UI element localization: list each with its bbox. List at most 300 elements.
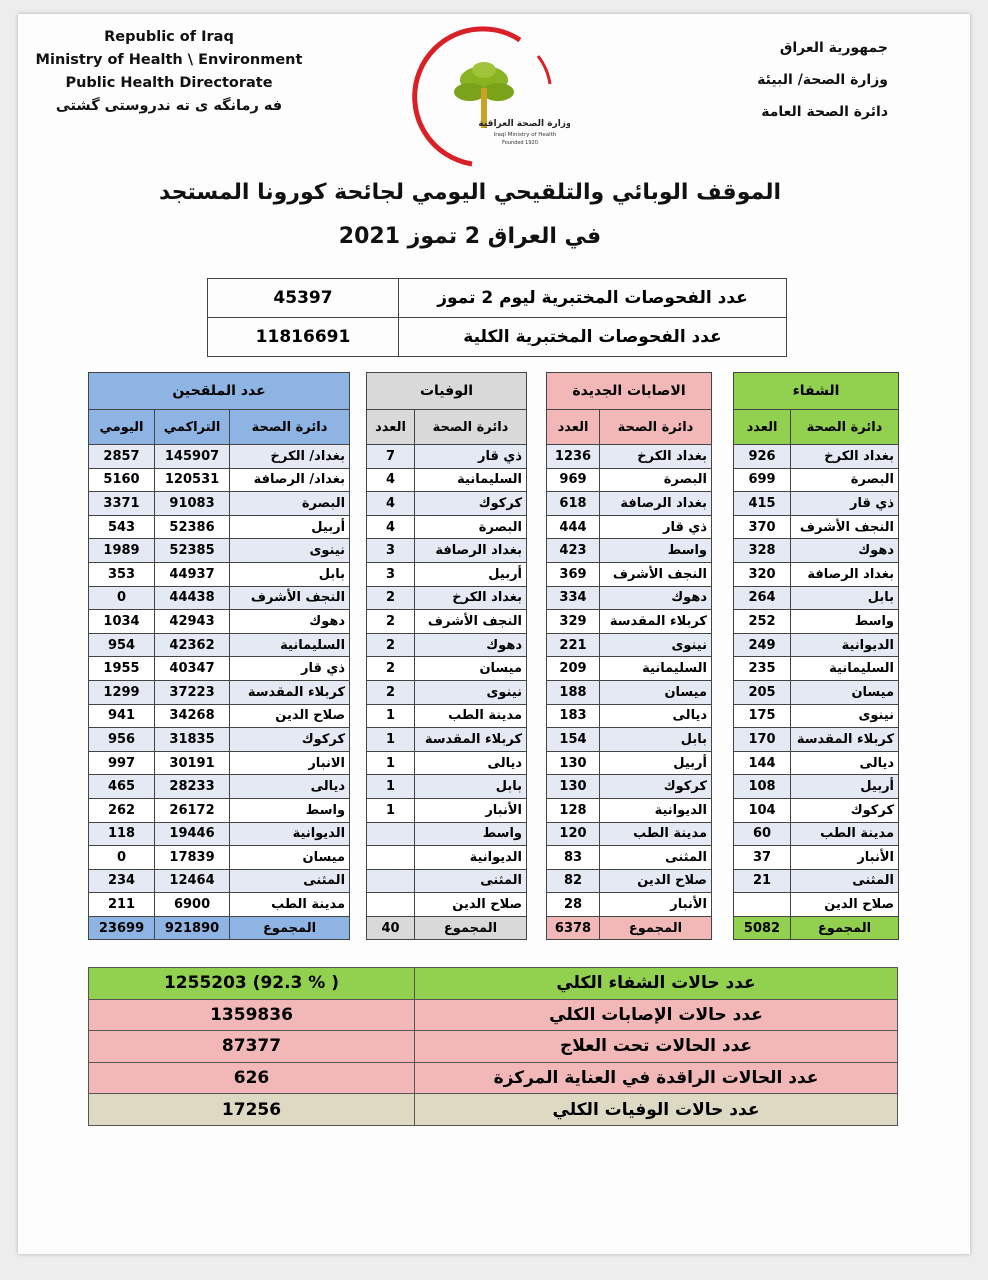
recovery-title: الشفاء <box>734 373 899 410</box>
district-name: ذي قار <box>600 515 712 539</box>
district-name: مدينة الطب <box>230 893 350 917</box>
count-value: 2 <box>367 657 415 681</box>
district-name: ديالى <box>791 751 899 775</box>
district-name: مدينة الطب <box>415 704 527 728</box>
count-value: 234 <box>89 869 155 893</box>
count-value: 264 <box>734 586 791 610</box>
district-name: النجف الأشرف <box>600 562 712 586</box>
table-row <box>734 728 899 752</box>
deaths-col-count: العدد <box>367 410 415 445</box>
district-name: النجف الأشرف <box>791 515 899 539</box>
summary-row <box>89 1094 898 1126</box>
district-name: بغداد الرصافة <box>415 539 527 563</box>
district-name: واسط <box>600 539 712 563</box>
summary-value: 626 <box>89 1062 415 1094</box>
vaccinated-table <box>88 372 350 940</box>
vaccinated-title: عدد الملقحين <box>89 373 350 410</box>
count-value: 19446 <box>155 822 230 846</box>
district-name: بابل <box>415 775 527 799</box>
district-name: كربلاء المقدسة <box>791 728 899 752</box>
summary-label: عدد الحالات تحت العلاج <box>415 1031 898 1063</box>
table-row <box>367 751 527 775</box>
count-value: 5160 <box>89 468 155 492</box>
count-value: 969 <box>547 468 600 492</box>
count-value: 334 <box>547 586 600 610</box>
district-name: مدينة الطب <box>600 822 712 846</box>
table-row <box>89 751 350 775</box>
count-value: 1034 <box>89 610 155 634</box>
district-name: واسط <box>230 798 350 822</box>
district-name: ذي قار <box>791 492 899 516</box>
table-row <box>89 610 350 634</box>
table-row <box>734 798 899 822</box>
count-value: 130 <box>547 775 600 799</box>
district-name: السليمانية <box>600 657 712 681</box>
count-value: 956 <box>89 728 155 752</box>
table-row <box>89 775 350 799</box>
logo-text-en: Iraqi Ministry of Health <box>493 132 557 138</box>
summary-row <box>89 1031 898 1063</box>
district-name: الأنبار <box>415 798 527 822</box>
count-value: 221 <box>547 633 600 657</box>
header-ar-line-2: وزارة الصحة/ البيئة <box>757 72 888 88</box>
table-row <box>734 751 899 775</box>
vaccinated-col-cumulative: التراكمي <box>155 410 230 445</box>
district-name: بابل <box>600 728 712 752</box>
count-value: 1299 <box>89 680 155 704</box>
table-row <box>89 445 350 469</box>
recovery-col-name: دائرة الصحة <box>791 410 899 445</box>
count-value: 120531 <box>155 468 230 492</box>
table-row <box>734 893 899 917</box>
logo-text-ar: وزارة الصحة العراقية <box>478 119 570 129</box>
deaths-total-value: 40 <box>367 916 415 940</box>
district-name: نينوى <box>230 539 350 563</box>
count-value: 353 <box>89 562 155 586</box>
table-row <box>547 562 712 586</box>
district-name: البصرة <box>791 468 899 492</box>
table-row <box>367 680 527 704</box>
header-en-line-2: Ministry of Health \ Environment <box>35 52 303 68</box>
count-value: 37223 <box>155 680 230 704</box>
count-value: 28233 <box>155 775 230 799</box>
count-value: 997 <box>89 751 155 775</box>
table-row <box>734 846 899 870</box>
count-value: 1989 <box>89 539 155 563</box>
district-name: دهوك <box>791 539 899 563</box>
daily-tests-value: 45397 <box>208 279 399 318</box>
count-value: 42943 <box>155 610 230 634</box>
district-name: أربيل <box>600 751 712 775</box>
count-value: 170 <box>734 728 791 752</box>
count-value: 183 <box>547 704 600 728</box>
summary-row <box>89 1062 898 1094</box>
count-value <box>367 846 415 870</box>
count-value: 1 <box>367 798 415 822</box>
summary-value: 1359836 <box>89 999 415 1031</box>
district-name: واسط <box>415 822 527 846</box>
district-name: البصرة <box>415 515 527 539</box>
count-value: 205 <box>734 680 791 704</box>
table-row <box>367 515 527 539</box>
ministry-logo <box>400 22 570 172</box>
summary-label: عدد حالات الوفيات الكلي <box>415 1094 898 1126</box>
summary-label: عدد حالات الشفاء الكلي <box>415 968 898 1000</box>
table-row <box>367 869 527 893</box>
table-row <box>734 822 899 846</box>
table-row <box>89 869 350 893</box>
district-name: المثنى <box>791 869 899 893</box>
count-value: 249 <box>734 633 791 657</box>
district-name: نينوى <box>415 680 527 704</box>
cases-total-value: 6378 <box>547 916 600 940</box>
table-row <box>547 468 712 492</box>
summary-value: 87377 <box>89 1031 415 1063</box>
district-name: نينوى <box>600 633 712 657</box>
count-value: 465 <box>89 775 155 799</box>
daily-tests-label: عدد الفحوصات المختبرية ليوم 2 تموز <box>399 279 787 318</box>
table-row <box>367 657 527 681</box>
summary-row <box>89 968 898 1000</box>
table-row <box>89 680 350 704</box>
table-row <box>89 562 350 586</box>
district-name: بغداد الرصافة <box>791 562 899 586</box>
count-value: 1236 <box>547 445 600 469</box>
recovery-col-count: العدد <box>734 410 791 445</box>
deaths-title: الوفيات <box>367 373 527 410</box>
district-name: بغداد/ الرصافة <box>230 468 350 492</box>
count-value: 37 <box>734 846 791 870</box>
count-value: 211 <box>89 893 155 917</box>
summary-row <box>89 999 898 1031</box>
cases-title: الاصابات الجديدة <box>547 373 712 410</box>
table-row <box>367 539 527 563</box>
deaths-total-label: المجموع <box>415 916 527 940</box>
district-name: مدينة الطب <box>791 822 899 846</box>
count-value: 28 <box>547 893 600 917</box>
count-value: 415 <box>734 492 791 516</box>
count-value: 941 <box>89 704 155 728</box>
count-value: 4 <box>367 492 415 516</box>
table-row <box>367 562 527 586</box>
summary-value: 17256 <box>89 1094 415 1126</box>
district-name: أربيل <box>415 562 527 586</box>
district-name: بابل <box>791 586 899 610</box>
count-value: 6900 <box>155 893 230 917</box>
table-row <box>367 586 527 610</box>
district-name: البصرة <box>230 492 350 516</box>
count-value: 130 <box>547 751 600 775</box>
cases-col-count: العدد <box>547 410 600 445</box>
district-name: صلاح الدين <box>791 893 899 917</box>
vaccinated-total-cumulative: 921890 <box>155 916 230 940</box>
header-en-line-4: فه رمانگه ى ته ندروستى گشتى <box>55 98 283 114</box>
summary-value: 1255203 (92.3 % ) <box>89 968 415 1000</box>
table-row <box>734 869 899 893</box>
district-name: الديوانية <box>230 822 350 846</box>
cases-col-name: دائرة الصحة <box>600 410 712 445</box>
district-name: كركوك <box>230 728 350 752</box>
table-row <box>734 657 899 681</box>
district-name: ميسان <box>600 680 712 704</box>
count-value: 262 <box>89 798 155 822</box>
count-value: 3 <box>367 539 415 563</box>
district-name: الأنبار <box>600 893 712 917</box>
count-value <box>367 869 415 893</box>
recovery-table <box>733 372 899 940</box>
count-value <box>367 893 415 917</box>
deaths-col-name: دائرة الصحة <box>415 410 527 445</box>
count-value: 1 <box>367 775 415 799</box>
district-name: ذي قار <box>230 657 350 681</box>
table-row <box>367 633 527 657</box>
table-row <box>367 445 527 469</box>
count-value: 369 <box>547 562 600 586</box>
count-value: 34268 <box>155 704 230 728</box>
table-row <box>734 586 899 610</box>
district-name: بغداد الكرخ <box>600 445 712 469</box>
count-value: 7 <box>367 445 415 469</box>
table-row <box>734 539 899 563</box>
table-row <box>734 775 899 799</box>
count-value: 120 <box>547 822 600 846</box>
district-name: السليمانية <box>791 657 899 681</box>
count-value: 82 <box>547 869 600 893</box>
count-value: 128 <box>547 798 600 822</box>
table-row <box>734 492 899 516</box>
count-value <box>367 822 415 846</box>
count-value: 444 <box>547 515 600 539</box>
count-value: 44438 <box>155 586 230 610</box>
logo-founded: Founded 1920 <box>502 140 538 146</box>
header-ar-line-3: دائرة الصحة العامة <box>761 104 888 120</box>
count-value: 423 <box>547 539 600 563</box>
table-row <box>547 798 712 822</box>
district-name: كربلاء المقدسة <box>415 728 527 752</box>
table-row <box>734 704 899 728</box>
count-value: 30191 <box>155 751 230 775</box>
count-value: 144 <box>734 751 791 775</box>
total-tests-value: 11816691 <box>208 318 399 357</box>
district-name: صلاح الدين <box>600 869 712 893</box>
count-value: 329 <box>547 610 600 634</box>
district-name: السليمانية <box>415 468 527 492</box>
count-value: 954 <box>89 633 155 657</box>
table-row <box>547 680 712 704</box>
district-name: دهوك <box>600 586 712 610</box>
table-row <box>547 492 712 516</box>
vaccinated-col-name: دائرة الصحة <box>230 410 350 445</box>
table-row <box>547 704 712 728</box>
district-name: ذي قار <box>415 445 527 469</box>
palm-tree-icon <box>400 22 570 172</box>
count-value: 2 <box>367 586 415 610</box>
count-value: 60 <box>734 822 791 846</box>
district-name: بابل <box>230 562 350 586</box>
table-row <box>89 822 350 846</box>
table-row <box>547 728 712 752</box>
count-value: 926 <box>734 445 791 469</box>
count-value: 320 <box>734 562 791 586</box>
summary-label: عدد حالات الإصابات الكلي <box>415 999 898 1031</box>
table-row <box>89 704 350 728</box>
table-row <box>547 539 712 563</box>
table-row <box>547 893 712 917</box>
deaths-table <box>366 372 527 940</box>
count-value: 1955 <box>89 657 155 681</box>
table-row <box>367 775 527 799</box>
count-value: 188 <box>547 680 600 704</box>
table-row <box>367 846 527 870</box>
header-en-line-3: Public Health Directorate <box>65 75 273 91</box>
count-value: 1 <box>367 751 415 775</box>
count-value: 4 <box>367 468 415 492</box>
district-name: الديوانية <box>415 846 527 870</box>
count-value: 17839 <box>155 846 230 870</box>
district-name: بغداد الرصافة <box>600 492 712 516</box>
district-name: كركوك <box>415 492 527 516</box>
count-value: 31835 <box>155 728 230 752</box>
table-row <box>547 775 712 799</box>
district-name: صلاح الدين <box>415 893 527 917</box>
count-value: 40347 <box>155 657 230 681</box>
district-name: ديالى <box>230 775 350 799</box>
count-value <box>734 893 791 917</box>
table-row <box>547 610 712 634</box>
district-name: ديالى <box>415 751 527 775</box>
district-name: الديوانية <box>791 633 899 657</box>
district-name: كربلاء المقدسة <box>230 680 350 704</box>
table-row <box>367 492 527 516</box>
count-value: 699 <box>734 468 791 492</box>
district-name: بغداد الكرخ <box>791 445 899 469</box>
district-name: أربيل <box>791 775 899 799</box>
count-value: 2 <box>367 610 415 634</box>
table-row <box>367 728 527 752</box>
district-name: كركوك <box>600 775 712 799</box>
district-name: البصرة <box>600 468 712 492</box>
table-row <box>89 893 350 917</box>
table-row <box>734 515 899 539</box>
table-row <box>367 610 527 634</box>
table-row <box>367 468 527 492</box>
table-row <box>367 798 527 822</box>
header-en-line-1: Republic of Iraq <box>104 29 234 45</box>
table-row <box>89 586 350 610</box>
table-row <box>547 751 712 775</box>
table-row <box>734 562 899 586</box>
count-value: 175 <box>734 704 791 728</box>
vaccinated-total-label: المجموع <box>230 916 350 940</box>
count-value: 618 <box>547 492 600 516</box>
district-name: المثنى <box>415 869 527 893</box>
new-cases-table <box>546 372 712 940</box>
header-arabic <box>757 32 888 128</box>
page-subtitle: في العراق 2 تموز 2021 <box>338 224 602 249</box>
district-name: صلاح الدين <box>230 704 350 728</box>
table-row <box>367 893 527 917</box>
count-value: 1 <box>367 704 415 728</box>
table-row <box>89 728 350 752</box>
district-name: النجف الأشرف <box>415 610 527 634</box>
table-row <box>734 680 899 704</box>
recovery-total-value: 5082 <box>734 916 791 940</box>
count-value: 42362 <box>155 633 230 657</box>
district-name: ميسان <box>230 846 350 870</box>
district-name: واسط <box>791 610 899 634</box>
district-name: ديالى <box>600 704 712 728</box>
table-row <box>89 468 350 492</box>
count-value: 154 <box>547 728 600 752</box>
district-name: دهوك <box>415 633 527 657</box>
district-name: دهوك <box>230 610 350 634</box>
count-value: 3 <box>367 562 415 586</box>
count-value: 209 <box>547 657 600 681</box>
count-value: 44937 <box>155 562 230 586</box>
count-value: 12464 <box>155 869 230 893</box>
count-value: 145907 <box>155 445 230 469</box>
table-row <box>547 822 712 846</box>
vaccinated-total-daily: 23699 <box>89 916 155 940</box>
total-tests-label: عدد الفحوصات المختبرية الكلية <box>399 318 787 357</box>
table-row <box>734 633 899 657</box>
district-name: كربلاء المقدسة <box>600 610 712 634</box>
tests-box <box>207 278 787 357</box>
header-ar-line-1: جمهورية العراق <box>779 40 888 56</box>
table-row <box>89 846 350 870</box>
count-value: 328 <box>734 539 791 563</box>
table-row <box>547 846 712 870</box>
count-value: 1 <box>367 728 415 752</box>
table-row <box>547 869 712 893</box>
page-title: الموقف الوبائي والتلقيحي اليومي لجائحة كورونا المستجد <box>158 180 782 205</box>
count-value: 108 <box>734 775 791 799</box>
district-name: بغداد الكرخ <box>415 586 527 610</box>
count-value: 543 <box>89 515 155 539</box>
table-row <box>89 798 350 822</box>
table-row <box>547 633 712 657</box>
table-row <box>734 445 899 469</box>
count-value: 52386 <box>155 515 230 539</box>
count-value: 235 <box>734 657 791 681</box>
count-value: 26172 <box>155 798 230 822</box>
table-row <box>734 610 899 634</box>
district-name: أربيل <box>230 515 350 539</box>
district-name: السليمانية <box>230 633 350 657</box>
table-row <box>734 468 899 492</box>
vaccinated-col-daily: اليومي <box>89 410 155 445</box>
count-value: 4 <box>367 515 415 539</box>
count-value: 0 <box>89 586 155 610</box>
count-value: 3371 <box>89 492 155 516</box>
district-name: النجف الأشرف <box>230 586 350 610</box>
table-row <box>89 633 350 657</box>
district-name: ميسان <box>415 657 527 681</box>
cases-total-label: المجموع <box>600 916 712 940</box>
table-row <box>367 704 527 728</box>
count-value: 91083 <box>155 492 230 516</box>
table-row <box>89 539 350 563</box>
header-english <box>24 26 314 118</box>
district-name: نينوى <box>791 704 899 728</box>
recovery-total-label: المجموع <box>791 916 899 940</box>
summary-table <box>88 967 898 1126</box>
count-value: 2 <box>367 680 415 704</box>
district-name: المثنى <box>230 869 350 893</box>
table-row <box>89 492 350 516</box>
count-value: 252 <box>734 610 791 634</box>
count-value: 52385 <box>155 539 230 563</box>
